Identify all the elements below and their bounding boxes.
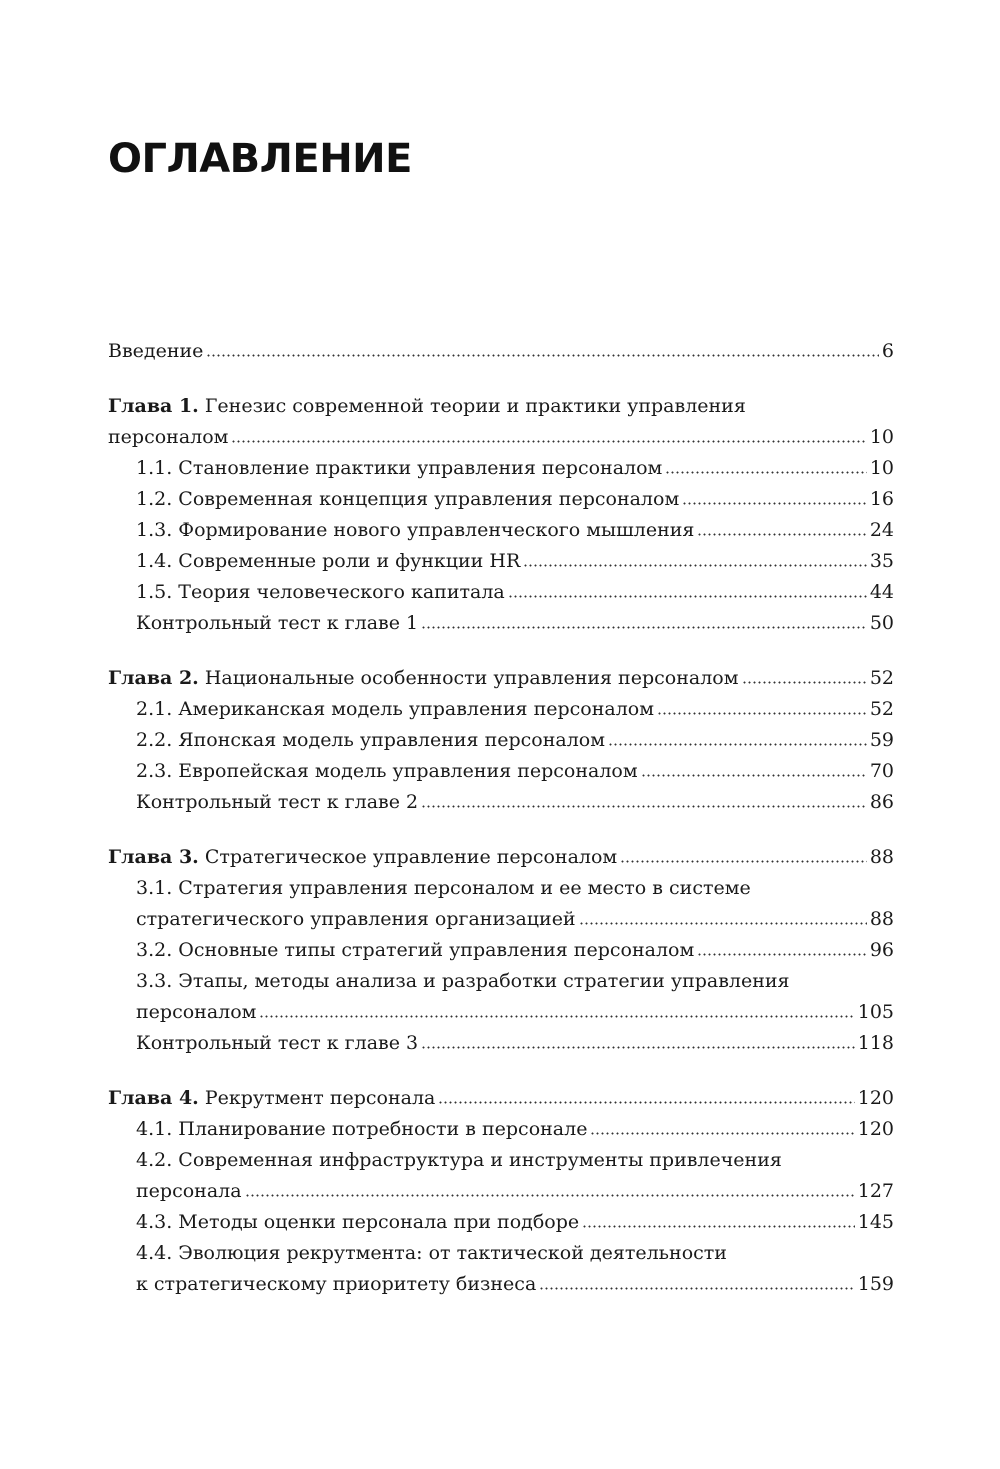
entry-line: [108, 422, 894, 453]
entry-title-text: персоналом: [136, 1001, 257, 1023]
entry-title: [108, 1083, 435, 1114]
dot-leader: [421, 1046, 855, 1049]
entry-title: [108, 422, 228, 453]
page-number: 88: [869, 846, 894, 868]
entry-line: [108, 1083, 894, 1114]
toc-section-entry[interactable]: [108, 1114, 894, 1145]
entry-title: [136, 546, 520, 577]
toc-section-entry[interactable]: [108, 787, 894, 818]
group-spacer: [108, 367, 894, 391]
page-number: 59: [869, 729, 894, 751]
entry-line: [136, 694, 894, 725]
toc-chapter-entry[interactable]: [108, 1083, 894, 1114]
entry-title-text: 1.1. Становление практики управления персоналом: [136, 457, 663, 479]
dot-leader: [582, 1225, 855, 1228]
entry-title-text: Рекрутмент персонала: [204, 1087, 436, 1109]
entry-title-text: 4.3. Методы оценки персонала при подборе: [136, 1211, 580, 1233]
entry-title: [136, 787, 418, 818]
dot-leader: [259, 1015, 854, 1018]
entry-line: [136, 577, 894, 608]
chapter-label: Глава 4.: [108, 1087, 199, 1109]
dot-leader: [438, 1101, 854, 1104]
entry-line: [136, 484, 894, 515]
toc-section-entry[interactable]: [108, 873, 894, 935]
entry-title: [108, 336, 203, 367]
entry-title: [136, 608, 418, 639]
entry-title-text: Стратегическое управление персоналом: [204, 846, 618, 868]
page-number: 35: [869, 550, 894, 572]
toc-section-entry[interactable]: [108, 484, 894, 515]
entry-title-text: Введение: [108, 340, 204, 362]
entry-title-text: 1.3. Формирование нового управленческого мышления: [136, 519, 695, 541]
entry-line: [136, 608, 894, 639]
dot-leader: [245, 1194, 855, 1197]
page-number: 44: [869, 581, 894, 603]
toc-section-entry[interactable]: [108, 694, 894, 725]
entry-title: [136, 935, 694, 966]
dot-leader: [508, 595, 867, 598]
table-of-contents: [108, 336, 894, 1300]
entry-title-text: 2.3. Европейская модель управления персоналом: [136, 760, 638, 782]
page-number: 52: [869, 667, 894, 689]
entry-title-text: Контрольный тест к главе 1: [136, 612, 419, 634]
entry-title: [136, 1207, 579, 1238]
dot-leader: [231, 440, 866, 443]
page-number: 127: [857, 1180, 894, 1202]
entry-title-text: 2.1. Американская модель управления персоналом: [136, 698, 655, 720]
group-spacer: [108, 818, 894, 842]
toc-chapter-entry[interactable]: [108, 842, 894, 873]
toc-section-entry[interactable]: [108, 966, 894, 1028]
entry-title-text: 3.2. Основные типы стратегий управления персоналом: [136, 939, 695, 961]
entry-title: [136, 694, 654, 725]
entry-title: [108, 663, 739, 694]
entry-title-text: 2.2. Японская модель управления персоналом: [136, 729, 606, 751]
entry-line: [108, 842, 894, 873]
entry-title-first-line: [136, 1145, 894, 1176]
page-number: 16: [869, 488, 894, 510]
dot-leader: [206, 354, 878, 357]
page-number: 120: [857, 1087, 894, 1109]
dot-leader: [579, 922, 867, 925]
entry-title-text: к стратегическому приоритету бизнеса: [136, 1273, 537, 1295]
page-number: 96: [869, 939, 894, 961]
chapter-label: Глава 1.: [108, 395, 199, 417]
entry-line: [136, 515, 894, 546]
dot-leader: [657, 712, 867, 715]
entry-title-first-line: [136, 1238, 894, 1269]
chapter-label: Глава 3.: [108, 846, 199, 868]
page-number: 6: [881, 340, 894, 362]
entry-title-first-line: [136, 873, 894, 904]
entry-line: [136, 1114, 894, 1145]
entry-line: [136, 725, 894, 756]
dot-leader: [742, 681, 867, 684]
entry-title-first-line: [136, 966, 894, 997]
entry-title: [136, 1176, 242, 1207]
page-number: 70: [869, 760, 894, 782]
entry-line: [136, 935, 894, 966]
entry-title-text: персонала: [136, 1180, 242, 1202]
toc-section-entry[interactable]: [108, 546, 894, 577]
entry-title-part: 3.3. Этапы, методы анализа и разработки стратегии управления: [136, 970, 790, 992]
page-number: 145: [857, 1211, 894, 1233]
page-number: 50: [869, 612, 894, 634]
page-number: 120: [857, 1118, 894, 1140]
dot-leader: [620, 860, 867, 863]
page-number: 86: [869, 791, 894, 813]
page-number: 118: [857, 1032, 894, 1054]
toc-chapter-entry[interactable]: [108, 663, 894, 694]
entry-title: [136, 1114, 587, 1145]
entry-line: [136, 997, 894, 1028]
entry-title-text: 1.2. Современная концепция управления персоналом: [136, 488, 680, 510]
entry-title-text: 1.5. Теория человеческого капитала: [136, 581, 505, 603]
entry-line: [136, 453, 894, 484]
entry-line: [136, 904, 894, 935]
dot-leader: [641, 774, 867, 777]
entry-title: [136, 484, 679, 515]
page-title: ОГЛАВЛЕНИЕ: [108, 136, 412, 182]
toc-chapter-entry[interactable]: [108, 391, 894, 453]
entry-title-text: стратегического управления организацией: [136, 908, 576, 930]
entry-title: [136, 725, 605, 756]
toc-section-entry[interactable]: [108, 577, 894, 608]
entry-line: [136, 1028, 894, 1059]
group-spacer: [108, 1059, 894, 1083]
group-spacer: [108, 639, 894, 663]
dot-leader: [697, 533, 866, 536]
entry-title-part: 4.2. Современная инфраструктура и инструменты привлечения: [136, 1149, 782, 1171]
page-number: 10: [869, 426, 894, 448]
entry-title: [108, 842, 617, 873]
entry-title-part: 4.4. Эволюция рекрутмента: от тактической деятельности: [136, 1242, 727, 1264]
dot-leader: [697, 953, 867, 956]
entry-title: [136, 1028, 418, 1059]
toc-section-entry[interactable]: [108, 453, 894, 484]
dot-leader: [682, 502, 867, 505]
entry-title-text: Контрольный тест к главе 3: [136, 1032, 419, 1054]
entry-line: [136, 756, 894, 787]
entry-title: [136, 756, 638, 787]
page-number: 88: [869, 908, 894, 930]
dot-leader: [523, 564, 867, 567]
entry-title-part: 3.1. Стратегия управления персоналом и ее место в системе: [136, 877, 751, 899]
dot-leader: [608, 743, 867, 746]
toc-section-entry[interactable]: [108, 756, 894, 787]
toc-section-entry[interactable]: [108, 935, 894, 966]
toc-section-entry[interactable]: [108, 608, 894, 639]
entry-title-text: Контрольный тест к главе 2: [136, 791, 419, 813]
chapter-label: Глава 2.: [108, 667, 199, 689]
entry-title: [136, 453, 662, 484]
page-number: 159: [857, 1273, 894, 1295]
toc-section-entry[interactable]: [108, 725, 894, 756]
entry-title-text: 1.4. Современные роли и функции HR: [136, 550, 521, 572]
entry-line: [136, 1176, 894, 1207]
dot-leader: [665, 471, 867, 474]
entry-title-part: Генезис современной теории и практики управления: [204, 395, 746, 417]
dot-leader: [539, 1287, 854, 1290]
toc-chapter-entry[interactable]: [108, 336, 894, 367]
toc-section-entry[interactable]: [108, 1238, 894, 1300]
entry-line: [136, 1207, 894, 1238]
entry-title-text: персоналом: [108, 426, 229, 448]
entry-title: [136, 515, 694, 546]
dot-leader: [421, 626, 867, 629]
page-number: 10: [869, 457, 894, 479]
entry-title: [136, 577, 505, 608]
entry-line: [136, 546, 894, 577]
toc-section-entry[interactable]: [108, 515, 894, 546]
entry-title: [136, 904, 576, 935]
page-number: 52: [869, 698, 894, 720]
dot-leader: [421, 805, 867, 808]
entry-line: [108, 336, 894, 367]
entry-line: [136, 1269, 894, 1300]
toc-section-entry[interactable]: [108, 1207, 894, 1238]
entry-line: [108, 663, 894, 694]
entry-title-text: 4.1. Планирование потребности в персонале: [136, 1118, 588, 1140]
page-number: 105: [857, 1001, 894, 1023]
toc-section-entry[interactable]: [108, 1145, 894, 1207]
entry-title: [136, 1269, 536, 1300]
entry-line: [136, 787, 894, 818]
dot-leader: [590, 1132, 854, 1135]
entry-title: [136, 997, 256, 1028]
entry-title-first-line: [108, 391, 894, 422]
entry-title-text: Национальные особенности управления персоналом: [204, 667, 739, 689]
toc-section-entry[interactable]: [108, 1028, 894, 1059]
page-number: 24: [869, 519, 894, 541]
